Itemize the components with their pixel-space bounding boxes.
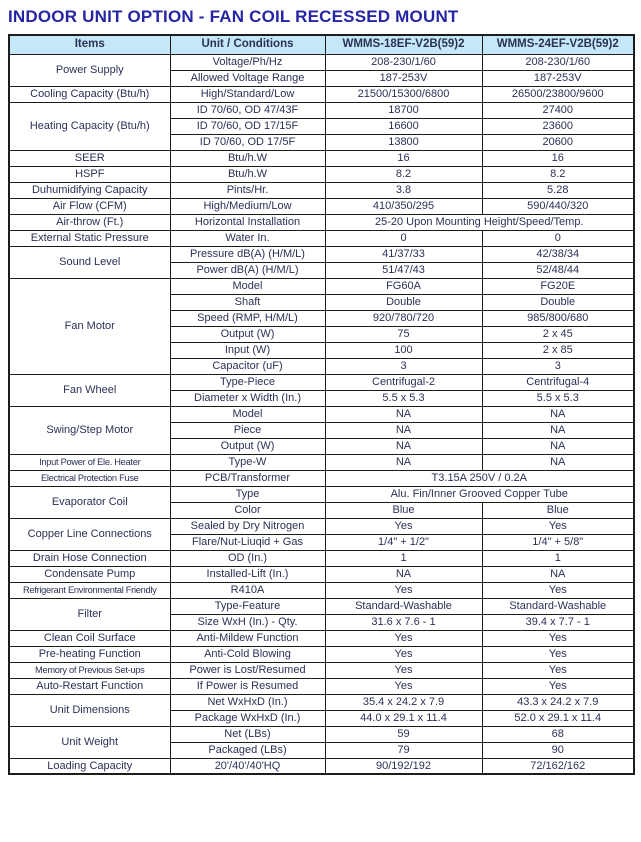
- condition-cell: Package WxHxD (In.): [170, 710, 325, 726]
- item-cell: Heating Capacity (Btu/h): [9, 102, 170, 150]
- item-cell: Fan Wheel: [9, 374, 170, 406]
- value-cell-model-1: 79: [325, 742, 482, 758]
- value-cell-model-2: Yes: [482, 678, 634, 694]
- value-cell-model-1: Centrifugal-2: [325, 374, 482, 390]
- value-cell-model-1: 0: [325, 230, 482, 246]
- item-cell: Input Power of Ele. Heater: [9, 454, 170, 470]
- item-cell: Condensate Pump: [9, 566, 170, 582]
- table-row: [9, 278, 634, 294]
- value-cell-model-2: 8.2: [482, 166, 634, 182]
- value-cell-model-2: 187-253V: [482, 70, 634, 86]
- item-cell: Air-throw (Ft.): [9, 214, 170, 230]
- value-cell-model-1: 13800: [325, 134, 482, 150]
- value-cell-model-2: 0: [482, 230, 634, 246]
- table-row: [9, 646, 634, 662]
- value-cell-model-2: Standard-Washable: [482, 598, 634, 614]
- item-cell: Drain Hose Connection: [9, 550, 170, 566]
- value-cell-model-1: 16600: [325, 118, 482, 134]
- item-cell: Filter: [9, 598, 170, 630]
- value-cell-model-1: 1: [325, 550, 482, 566]
- table-row: [9, 598, 634, 614]
- value-cell-model-2: Yes: [482, 630, 634, 646]
- value-cell-model-2: Yes: [482, 646, 634, 662]
- value-cell-model-1: Yes: [325, 662, 482, 678]
- value-cell-model-2: 2 x 85: [482, 342, 634, 358]
- item-cell: SEER: [9, 150, 170, 166]
- table-row: [9, 150, 634, 166]
- value-cell-model-2: 42/38/34: [482, 246, 634, 262]
- condition-cell: Model: [170, 406, 325, 422]
- page-title: INDOOR UNIT OPTION - FAN COIL RECESSED MOUNT: [8, 7, 459, 26]
- condition-cell: Type-Piece: [170, 374, 325, 390]
- value-cell-model-2: 90: [482, 742, 634, 758]
- value-cell-model-1: 1/4" + 1/2": [325, 534, 482, 550]
- table-row: [9, 678, 634, 694]
- value-cell-model-1: 208-230/1/60: [325, 54, 482, 70]
- value-cell-model-2: Yes: [482, 582, 634, 598]
- item-cell: Power Supply: [9, 54, 170, 86]
- value-cell-model-2: 39.4 x 7.7 - 1: [482, 614, 634, 630]
- condition-cell: High/Standard/Low: [170, 86, 325, 102]
- value-cell-model-2: 27400: [482, 102, 634, 118]
- value-cell-model-1: 3: [325, 358, 482, 374]
- item-cell: Clean Coil Surface: [9, 630, 170, 646]
- condition-cell: Allowed Voltage Range: [170, 70, 325, 86]
- condition-cell: Type: [170, 486, 325, 502]
- value-cell-model-1: Yes: [325, 646, 482, 662]
- condition-cell: Size WxH (In.) - Qty.: [170, 614, 325, 630]
- value-cell-model-2: NA: [482, 454, 634, 470]
- value-cell-model-2: 26500/23800/9600: [482, 86, 634, 102]
- value-cell-model-1: NA: [325, 454, 482, 470]
- condition-cell: Voltage/Ph/Hz: [170, 54, 325, 70]
- condition-cell: If Power is Resumed: [170, 678, 325, 694]
- condition-cell: Output (W): [170, 326, 325, 342]
- value-cell-model-1: 21500/15300/6800: [325, 86, 482, 102]
- value-cell-model-2: 2 x 45: [482, 326, 634, 342]
- value-cell-span: 25-20 Upon Mounting Height/Speed/Temp.: [325, 214, 634, 230]
- value-cell-model-2: Centrifugal-4: [482, 374, 634, 390]
- condition-cell: Packaged (LBs): [170, 742, 325, 758]
- item-cell: Cooling Capacity (Btu/h): [9, 86, 170, 102]
- table-row: [9, 86, 634, 102]
- item-cell: Refrigerant Environmental Friendly: [9, 582, 170, 598]
- value-cell-model-1: Yes: [325, 678, 482, 694]
- table-row: [9, 758, 634, 774]
- table-row: [9, 198, 634, 214]
- value-cell-model-1: 8.2: [325, 166, 482, 182]
- item-cell: Unit Weight: [9, 726, 170, 758]
- spec-table-body: [9, 54, 634, 774]
- value-cell-model-1: 16: [325, 150, 482, 166]
- condition-cell: Color: [170, 502, 325, 518]
- value-cell-model-2: Yes: [482, 518, 634, 534]
- value-cell-model-2: 52.0 x 29.1 x 11.4: [482, 710, 634, 726]
- item-cell: Swing/Step Motor: [9, 406, 170, 454]
- item-cell: External Static Pressure: [9, 230, 170, 246]
- condition-cell: Diameter x Width (In.): [170, 390, 325, 406]
- value-cell-model-1: 75: [325, 326, 482, 342]
- condition-cell: Shaft: [170, 294, 325, 310]
- item-cell: Memory of Previous Set-ups: [9, 662, 170, 678]
- value-cell-model-2: NA: [482, 566, 634, 582]
- value-cell-model-1: 59: [325, 726, 482, 742]
- value-cell-model-2: 5.5 x 5.3: [482, 390, 634, 406]
- table-row: [9, 374, 634, 390]
- item-cell: Pre-heating Function: [9, 646, 170, 662]
- item-cell: Auto-Restart Function: [9, 678, 170, 694]
- value-cell-model-2: 20600: [482, 134, 634, 150]
- condition-cell: Water In.: [170, 230, 325, 246]
- value-cell-model-2: NA: [482, 406, 634, 422]
- value-cell-model-2: 43.3 x 24.2 x 7.9: [482, 694, 634, 710]
- condition-cell: Net WxHxD (In.): [170, 694, 325, 710]
- table-row: [9, 550, 634, 566]
- item-cell: Duhumidifying Capacity: [9, 182, 170, 198]
- condition-cell: Sealed by Dry Nitrogen: [170, 518, 325, 534]
- table-row: [9, 630, 634, 646]
- value-cell-model-2: Yes: [482, 662, 634, 678]
- condition-cell: ID 70/60, OD 17/15F: [170, 118, 325, 134]
- condition-cell: Anti-Cold Blowing: [170, 646, 325, 662]
- table-row: [9, 406, 634, 422]
- value-cell-model-1: 35.4 x 24.2 x 7.9: [325, 694, 482, 710]
- value-cell-model-2: Double: [482, 294, 634, 310]
- condition-cell: Anti-Mildew Function: [170, 630, 325, 646]
- value-cell-model-1: 3.8: [325, 182, 482, 198]
- header-unit-conditions: Unit / Conditions: [170, 35, 325, 54]
- condition-cell: Power dB(A) (H/M/L): [170, 262, 325, 278]
- item-cell: Air Flow (CFM): [9, 198, 170, 214]
- value-cell-model-2: NA: [482, 438, 634, 454]
- value-cell-model-2: 3: [482, 358, 634, 374]
- value-cell-model-1: 41/37/33: [325, 246, 482, 262]
- table-row: [9, 694, 634, 710]
- value-cell-model-2: 208-230/1/60: [482, 54, 634, 70]
- value-cell-model-1: Double: [325, 294, 482, 310]
- item-cell: Evaporator Coil: [9, 486, 170, 518]
- spec-table: [8, 34, 635, 775]
- item-cell: Loading Capacity: [9, 758, 170, 774]
- value-cell-model-1: Yes: [325, 582, 482, 598]
- value-cell-model-1: NA: [325, 422, 482, 438]
- value-cell-model-2: 5.28: [482, 182, 634, 198]
- condition-cell: Btu/h.W: [170, 166, 325, 182]
- value-cell-model-2: Blue: [482, 502, 634, 518]
- value-cell-model-1: Blue: [325, 502, 482, 518]
- table-row: [9, 518, 634, 534]
- value-cell-model-1: 51/47/43: [325, 262, 482, 278]
- condition-cell: Speed (RMP, H/M/L): [170, 310, 325, 326]
- condition-cell: High/Medium/Low: [170, 198, 325, 214]
- value-cell-model-1: 5.5 x 5.3: [325, 390, 482, 406]
- value-cell-span: Alu. Fin/Inner Grooved Copper Tube: [325, 486, 634, 502]
- value-cell-model-1: Standard-Washable: [325, 598, 482, 614]
- value-cell-model-2: NA: [482, 422, 634, 438]
- value-cell-model-2: FG20E: [482, 278, 634, 294]
- value-cell-model-1: 100: [325, 342, 482, 358]
- value-cell-model-2: 590/440/320: [482, 198, 634, 214]
- condition-cell: 20'/40'/40'HQ: [170, 758, 325, 774]
- condition-cell: R410A: [170, 582, 325, 598]
- value-cell-model-1: 90/192/192: [325, 758, 482, 774]
- value-cell-model-2: 52/48/44: [482, 262, 634, 278]
- table-row: [9, 54, 634, 70]
- value-cell-model-1: Yes: [325, 518, 482, 534]
- condition-cell: Output (W): [170, 438, 325, 454]
- table-header-row: [9, 35, 634, 54]
- condition-cell: Input (W): [170, 342, 325, 358]
- condition-cell: Type-Feature: [170, 598, 325, 614]
- value-cell-model-2: 16: [482, 150, 634, 166]
- value-cell-model-1: 410/350/295: [325, 198, 482, 214]
- table-row: [9, 662, 634, 678]
- condition-cell: Type-W: [170, 454, 325, 470]
- item-cell: Unit Dimensions: [9, 694, 170, 726]
- item-cell: Electrical Protection Fuse: [9, 470, 170, 486]
- value-cell-model-1: Yes: [325, 630, 482, 646]
- value-cell-model-2: 68: [482, 726, 634, 742]
- table-row: [9, 726, 634, 742]
- condition-cell: PCB/Transformer: [170, 470, 325, 486]
- condition-cell: Pressure dB(A) (H/M/L): [170, 246, 325, 262]
- value-cell-model-2: 23600: [482, 118, 634, 134]
- table-row: [9, 214, 634, 230]
- condition-cell: Horizontal Installation: [170, 214, 325, 230]
- item-cell: Copper Line Connections: [9, 518, 170, 550]
- value-cell-model-1: 187-253V: [325, 70, 482, 86]
- table-row: [9, 230, 634, 246]
- value-cell-model-1: NA: [325, 566, 482, 582]
- table-row: [9, 166, 634, 182]
- value-cell-span: T3.15A 250V / 0.2A: [325, 470, 634, 486]
- condition-cell: Btu/h.W: [170, 150, 325, 166]
- condition-cell: Capacitor (uF): [170, 358, 325, 374]
- value-cell-model-1: NA: [325, 438, 482, 454]
- header-items: Items: [9, 35, 170, 54]
- value-cell-model-1: 31.6 x 7.6 - 1: [325, 614, 482, 630]
- condition-cell: Power is Lost/Resumed: [170, 662, 325, 678]
- table-row: [9, 246, 634, 262]
- condition-cell: Installed-Lift (In.): [170, 566, 325, 582]
- item-cell: HSPF: [9, 166, 170, 182]
- condition-cell: Flare/Nut-Liuqid + Gas: [170, 534, 325, 550]
- condition-cell: ID 70/60, OD 47/43F: [170, 102, 325, 118]
- table-row: [9, 582, 634, 598]
- value-cell-model-1: 18700: [325, 102, 482, 118]
- value-cell-model-2: 985/800/680: [482, 310, 634, 326]
- condition-cell: Pints/Hr.: [170, 182, 325, 198]
- item-cell: Fan Motor: [9, 278, 170, 374]
- value-cell-model-2: 1: [482, 550, 634, 566]
- table-row: [9, 182, 634, 198]
- table-row: [9, 454, 634, 470]
- value-cell-model-1: 44.0 x 29.1 x 11.4: [325, 710, 482, 726]
- value-cell-model-1: NA: [325, 406, 482, 422]
- table-row: [9, 470, 634, 486]
- value-cell-model-2: 72/162/162: [482, 758, 634, 774]
- condition-cell: Model: [170, 278, 325, 294]
- condition-cell: ID 70/60, OD 17/5F: [170, 134, 325, 150]
- table-row: [9, 486, 634, 502]
- table-row: [9, 102, 634, 118]
- value-cell-model-2: 1/4" + 5/8": [482, 534, 634, 550]
- condition-cell: OD (In.): [170, 550, 325, 566]
- condition-cell: Piece: [170, 422, 325, 438]
- item-cell: Sound Level: [9, 246, 170, 278]
- header-model-2: WMMS-24EF-V2B(59)2: [482, 35, 634, 54]
- header-model-1: WMMS-18EF-V2B(59)2: [325, 35, 482, 54]
- value-cell-model-1: FG60A: [325, 278, 482, 294]
- condition-cell: Net (LBs): [170, 726, 325, 742]
- table-row: [9, 566, 634, 582]
- value-cell-model-1: 920/780/720: [325, 310, 482, 326]
